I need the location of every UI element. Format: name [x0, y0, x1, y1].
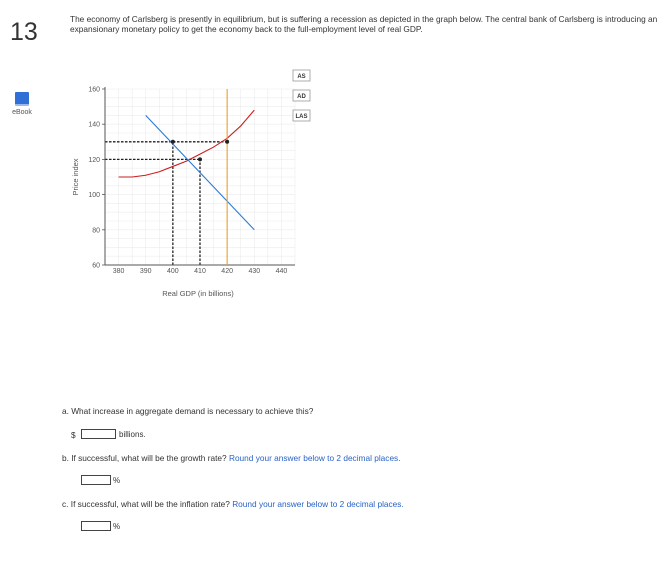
question-b-text: [62, 453, 401, 463]
question-number: 13: [10, 18, 38, 46]
question-b-label: b. If successful, what will be the growth rate?: [62, 453, 227, 463]
inflation-rate-input[interactable]: [81, 521, 111, 531]
y-tick-label: 80: [92, 227, 100, 235]
ad-as-graph: [60, 62, 380, 312]
equilibrium-point: [225, 140, 229, 144]
question-c-label: c. If successful, what will be the inflation rate?: [62, 499, 230, 509]
x-tick-label: 400: [167, 268, 179, 275]
x-tick-label: 440: [275, 268, 288, 275]
equilibrium-point: [171, 140, 175, 144]
equilibrium-point: [198, 157, 202, 161]
question-a-text: a. What increase in aggregate demand is necessary to achieve this?: [62, 406, 314, 416]
legend-las: LAS: [295, 114, 308, 120]
book-icon: [15, 92, 29, 106]
y-tick-label: 100: [88, 192, 100, 200]
ebook-label: eBook: [12, 109, 32, 116]
x-tick-label: 420: [221, 268, 233, 275]
growth-rate-input[interactable]: [81, 475, 111, 485]
legend-ad: AD: [297, 94, 306, 100]
y-tick-label: 140: [88, 121, 100, 129]
question-b-hint: Round your answer below to 2 decimal places.: [228, 453, 401, 463]
x-tick-label: 410: [194, 268, 206, 275]
y-tick-label: 120: [88, 156, 100, 164]
question-c-hint: Round your answer below to 2 decimal places.: [232, 499, 404, 509]
y-tick-label: 60: [92, 262, 100, 270]
y-tick-label: 160: [88, 86, 100, 94]
question-intro: The economy of Carlsberg is presently in equilibrium, but is suffering a recession as depicted in the graph below. The central bank of Carlsberg is introducing an expansionary monetary policy to get the economy back to the full-employment level of real GDP.: [70, 14, 658, 34]
x-tick-label: 380: [112, 268, 125, 275]
inflation-percent-unit: %: [113, 522, 121, 531]
growth-percent-unit: %: [113, 476, 121, 485]
ebook-link[interactable]: [4, 92, 40, 116]
y-axis-label: Price index: [71, 158, 80, 196]
dollar-sign: $: [71, 430, 76, 440]
x-axis-label: Real GDP (in billions): [162, 289, 234, 298]
aggregate-demand-input[interactable]: [81, 429, 116, 439]
question-c-text: [62, 499, 404, 509]
x-tick-label: 430: [248, 268, 261, 275]
billions-unit: billions.: [119, 430, 146, 439]
x-tick-label: 390: [139, 268, 152, 275]
legend-as: AS: [297, 74, 306, 80]
